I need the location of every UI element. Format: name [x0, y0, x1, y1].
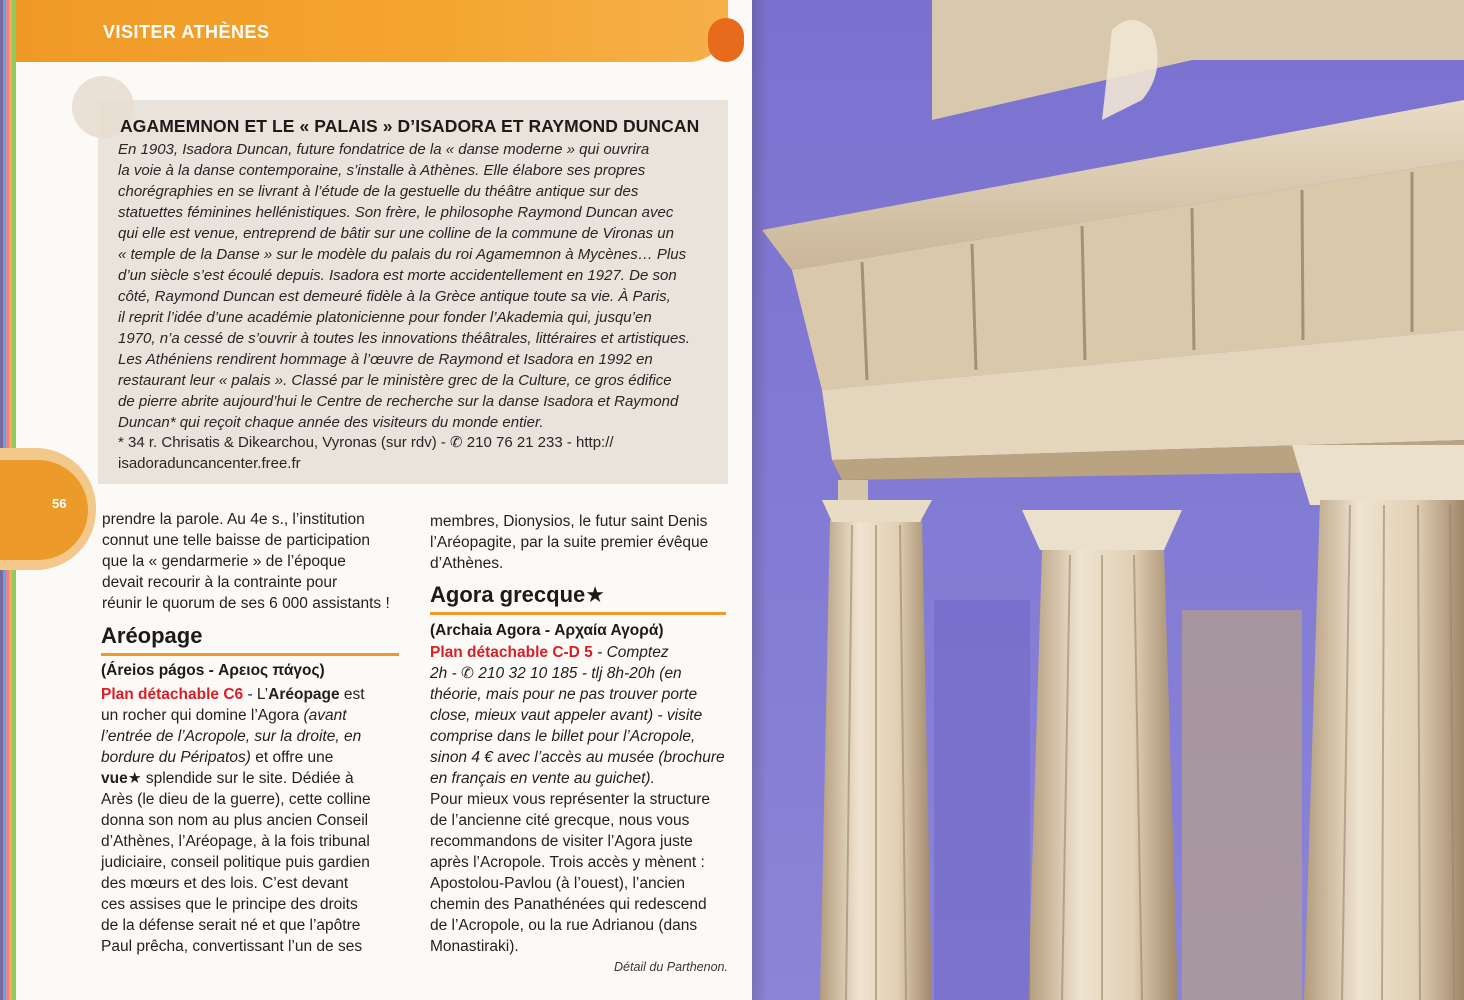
boxout-body — [118, 139, 718, 433]
areopage-subtitle: (Áreios págos - Αρειος πάγος) — [101, 662, 325, 679]
page-number: 56 — [52, 496, 67, 511]
text-line — [101, 768, 401, 789]
boxout-line: statuettes féminines hellénistiques. Son frère, le philosophe Raymond Duncan avec — [118, 204, 674, 221]
agora-text — [430, 642, 730, 957]
text-line: l’Aréopagite, par la suite premier évêque — [430, 534, 709, 551]
text-span: est — [339, 686, 365, 703]
areopage-text — [101, 684, 401, 957]
text-line: devait recourir à la contrainte pour — [102, 574, 338, 591]
text-line: comprise dans le billet pour l’Acropole, — [430, 728, 696, 745]
text-span: un rocher qui domine l’Agora — [101, 707, 304, 724]
text-line: d’Athènes, l’Aréopage, à la fois tribunal — [101, 833, 370, 850]
text-line: close, mieux vaut appeler avant) - visite — [430, 707, 703, 724]
boxout-line: 1970, n’a cessé de s’ouvrir à toutes les innovations théâtrales, littéraires et artistiques. — [118, 330, 690, 347]
text-line: l’entrée de l’Acropole, sur la droite, en — [101, 728, 362, 745]
text-line: d’Athènes. — [430, 555, 504, 572]
text-line — [101, 747, 401, 768]
text-line: Apostolou-Pavlou (à l’ouest), l’ancien — [430, 875, 686, 892]
text-line: théorie, mais pour ne pas trouver porte — [430, 686, 698, 703]
header-dot — [708, 18, 744, 62]
boxout-title: AGAMEMNON ET LE « PALAIS » D’ISADORA ET RAYMOND DUNCAN — [120, 116, 700, 136]
boxout-line: d’un siècle s’est écoulé depuis. Isadora est morte accidentellement en 1927. De son — [118, 267, 677, 284]
text-span: et offre une — [250, 749, 334, 766]
text-line: de la défense serait né et que l’apôtre — [101, 917, 361, 934]
text-line: réunir le quorum de ses 6 000 assistants ! — [102, 595, 390, 612]
text-span: - L’ — [243, 686, 269, 703]
parthenon-photo — [752, 0, 1464, 1000]
bold-term: Aréopage — [268, 686, 340, 703]
section-title-agora: Agora grecque★ — [430, 582, 605, 607]
boxout-line: Duncan* qui reçoit chaque année des visiteurs du monde entier. — [118, 414, 544, 431]
boxout-line: chorégraphies en se livrant à l’étude de la gestuelle du théâtre antique sur des — [118, 183, 639, 200]
photo-caption: Détail du Parthenon. — [614, 960, 728, 974]
text-line: prendre la parole. Au 4e s., l’institution — [102, 511, 365, 528]
gap-sky — [934, 600, 1030, 1000]
boxout-line: restaurant leur « palais ». Classé par le ministère grec de la Culture, ce gros édifice — [118, 372, 672, 389]
text-line: judiciaire, conseil politique puis gardien — [101, 854, 370, 871]
left-text-column — [102, 509, 402, 614]
text-line: donna son nom au plus ancien Conseil — [101, 812, 369, 829]
boxout-line: la voie à la danse contemporaine, s’installe à Athènes. Elle élabore ses propres — [118, 162, 646, 179]
text-line: ces assises que le principe des droits — [101, 896, 358, 913]
boxout-line: Les Athéniens rendirent hommage à l’œuvre de Raymond et Isadora en 1992 en — [118, 351, 653, 368]
plan-reference[interactable]: Plan détachable C6 — [101, 686, 244, 703]
text-line — [101, 705, 401, 726]
boxout-address — [118, 432, 718, 474]
text-line: que la « gendarmerie » de l’époque — [102, 553, 346, 570]
section-rule — [101, 653, 399, 656]
text-line: sinon 4 € avec l’accès au musée (brochure — [430, 749, 725, 766]
text-line: 2h - ✆ 210 32 10 185 - tlj 8h-20h (en — [430, 665, 682, 682]
agora-subtitle: (Archaia Agora - Αρχαία Αγορά) — [430, 622, 664, 639]
text-line: des mœurs et des lois. C’est devant — [101, 875, 349, 892]
text-line: de l’Acropole, ou la rue Adrianou (dans — [430, 917, 698, 934]
text-span: splendide sur le site. Dédiée à — [141, 770, 354, 787]
inner-wall — [1182, 610, 1302, 1000]
right-text-column — [430, 511, 730, 574]
plan-reference[interactable]: Plan détachable C-D 5 — [430, 644, 593, 661]
text-line — [101, 684, 401, 705]
text-line: chemin des Panathénées qui redescend — [430, 896, 707, 913]
boxout-line: En 1903, Isadora Duncan, future fondatrice de la « danse moderne » qui ouvrira — [118, 141, 650, 158]
boxout-line: côté, Raymond Duncan est demeuré fidèle à la Grèce antique toute sa vie. À Paris, — [118, 288, 671, 305]
text-line: connut une telle baisse de participation — [102, 532, 370, 549]
italic-span: (avant — [303, 707, 347, 724]
running-header: VISITER ATHÈNES — [103, 22, 270, 42]
book-gutter — [752, 0, 768, 1000]
text-line: membres, Dionysios, le futur saint Denis — [430, 513, 708, 530]
section-title-areopage: Aréopage — [101, 623, 203, 648]
bold-term: vue★ — [101, 770, 142, 787]
text-line — [430, 642, 730, 663]
text-line: de l’ancienne cité grecque, nous vous — [430, 812, 690, 829]
italic-span: - Comptez — [592, 644, 669, 661]
text-line: Paul prêcha, convertissant l’un de ses — [101, 938, 363, 955]
text-line: en français en vente au guichet). — [430, 770, 655, 787]
boxout-line: qui elle est venue, entreprend de bâtir sur une colline de la commune de Vironas un — [118, 225, 674, 242]
text-line: Arès (le dieu de la guerre), cette colline — [101, 791, 371, 808]
text-line: Monastiraki). — [430, 938, 519, 955]
text-line: Pour mieux vous représenter la structure — [430, 791, 710, 808]
section-rule — [430, 612, 726, 615]
text-line: recommandons de visiter l’Agora juste — [430, 833, 693, 850]
boxout-line: il reprit l’idée d’une académie platonicienne pour fonder l’Akademia qui, jusqu’en — [118, 309, 652, 326]
text-line: après l’Acropole. Trois accès y mènent : — [430, 854, 705, 871]
website-link[interactable]: isadoraduncancenter.free.fr — [118, 455, 301, 472]
right-page-photo — [752, 0, 1464, 1000]
boxout-line: de pierre abrite aujourd’hui le Centre de recherche sur la danse Isadora et Raymond — [118, 393, 679, 410]
boxout-line: « temple de la Danse » sur le modèle du palais du roi Agamemnon à Mycènes… Plus — [118, 246, 687, 263]
address-line: * 34 r. Chrisatis & Dikearchou, Vyronas (sur rdv) - ✆ 210 76 21 233 - http:// — [118, 434, 614, 451]
italic-span: bordure du Péripatos) — [101, 749, 251, 766]
